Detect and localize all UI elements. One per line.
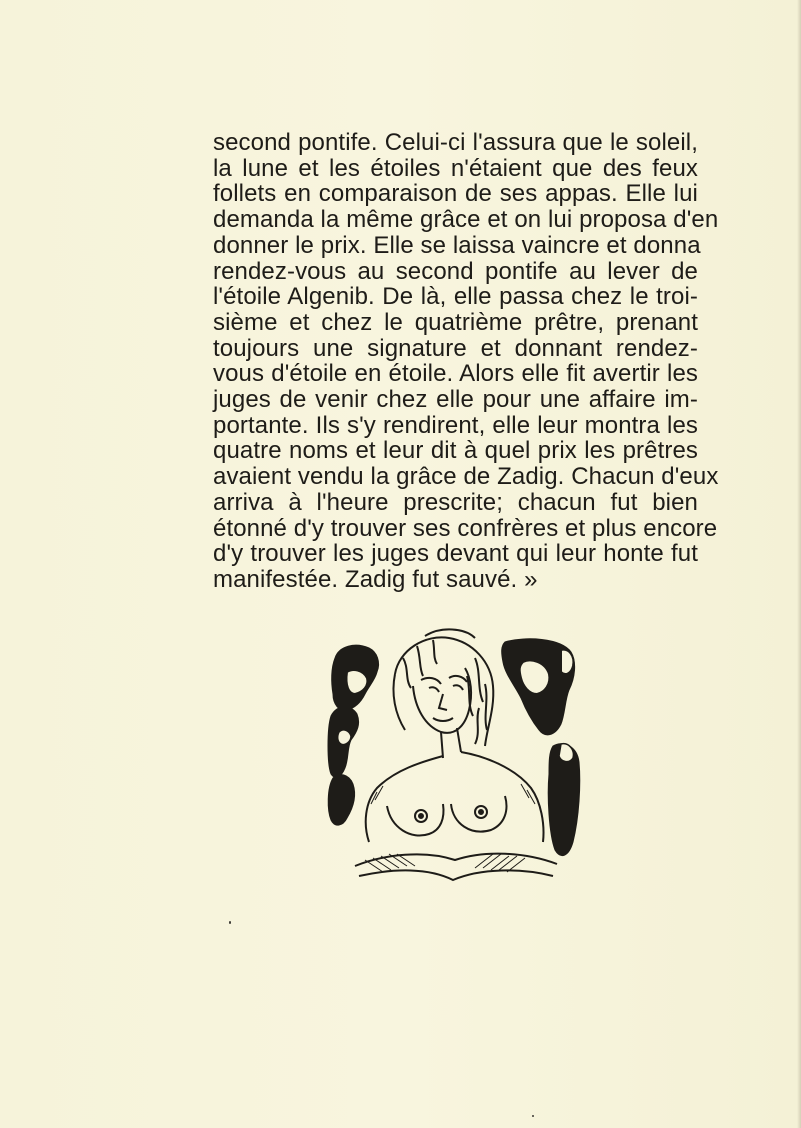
text-line-2: la lune et les étoiles n'étaient que des feux bbox=[213, 154, 698, 182]
woodcut-woman-with-bearded-priests-icon bbox=[325, 628, 581, 890]
text-line-5: donner le prix. Elle se laissa vaincre et donna bbox=[213, 231, 701, 259]
text-line-1: second pontife. Celui-ci l'assura que le soleil, bbox=[213, 129, 698, 156]
woman-hair bbox=[393, 637, 493, 746]
text-line-12: portante. Ils s'y rendirent, elle leur montra les bbox=[213, 411, 698, 439]
text-line-15: arriva à l'heure prescrite; chacun fut bien bbox=[213, 488, 698, 516]
text-line-3: follets en comparaison de ses appas. Elle lui bbox=[213, 180, 698, 208]
right-priest-heads bbox=[502, 639, 580, 856]
text-line-4: demanda la même grâce et on lui proposa d'en bbox=[213, 206, 719, 234]
ink-speck bbox=[229, 921, 231, 924]
body-text bbox=[213, 129, 719, 593]
text-line-16: étonné d'y trouver ses confrères et plus encore bbox=[213, 514, 718, 542]
text-line-6: rendez-vous au second pontife au lever de bbox=[213, 257, 698, 285]
woman-face bbox=[413, 668, 471, 758]
top-curl bbox=[425, 629, 475, 638]
text-line-9: toujours une signature et donnant rendez- bbox=[213, 334, 698, 362]
ink-speck bbox=[532, 1115, 534, 1117]
text-line-13: quatre noms et leur dit à quel prix les prêtres bbox=[213, 437, 698, 465]
text-line-10: vous d'étoile en étoile. Alors elle fit avertir les bbox=[213, 360, 698, 388]
text-line-17: d'y trouver les juges devant qui leur honte fut bbox=[213, 540, 698, 568]
text-line-7: l'étoile Algenib. De là, elle passa chez le troi- bbox=[213, 283, 698, 311]
woman-body bbox=[355, 752, 557, 880]
page-edge-shadow bbox=[797, 0, 801, 1128]
text-line-8: sième et chez le quatrième prêtre, prenant bbox=[213, 308, 698, 336]
text-line-18: manifestée. Zadig fut sauvé. » bbox=[213, 565, 538, 593]
text-line-11: juges de venir chez elle pour une affaire im- bbox=[213, 386, 698, 414]
text-line-14: avaient vendu la grâce de Zadig. Chacun d'eux bbox=[213, 463, 719, 491]
